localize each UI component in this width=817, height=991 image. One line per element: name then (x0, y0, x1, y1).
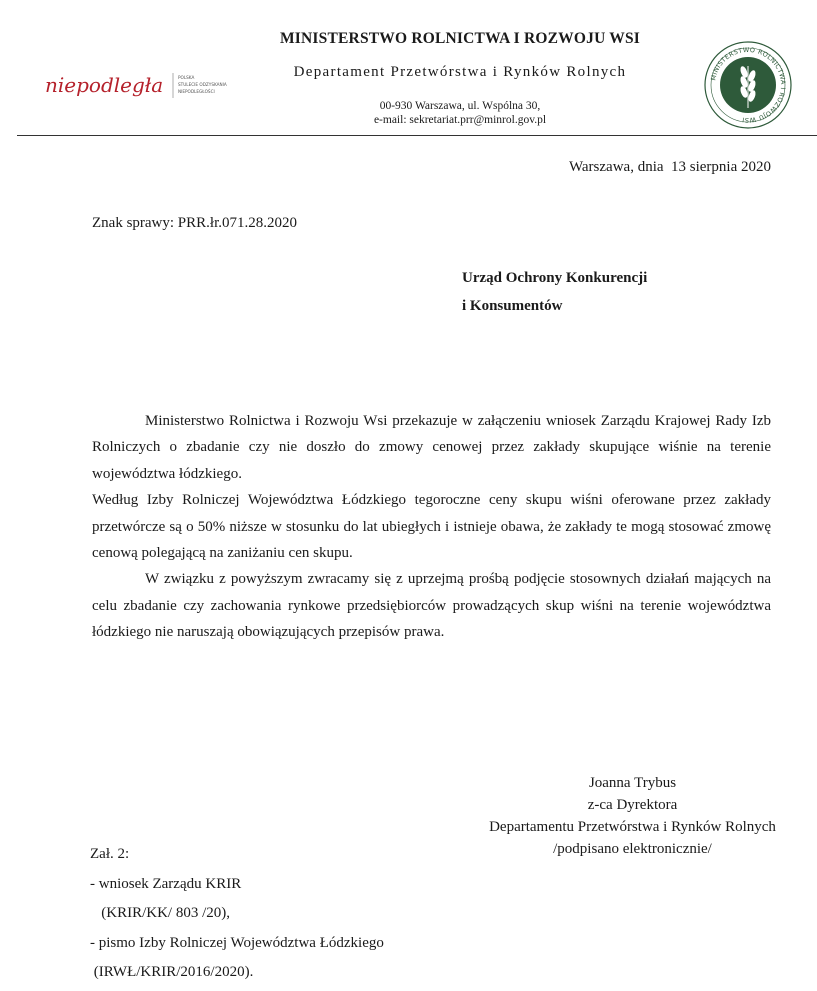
signature-block (470, 772, 795, 860)
logo-script-text: niepodległa (45, 73, 164, 97)
letter-date: Warszawa, dnia 13 sierpnia 2020 (568, 159, 771, 175)
header-divider (17, 135, 817, 136)
letter-body (92, 408, 771, 646)
body-paragraph-3: W związku z powyższym zwracamy się z uprzejmą prośbą podjęcie stosownych działań mających na celu zbadanie czy zachowania rynkowe przedsiębiorców prowadzących skup wiśni na terenie województwa łódzkiego nie naruszają obowiązujących przepisów prawa. (92, 571, 771, 641)
attachment-item-1: - wniosek Zarządu KRIR (90, 875, 242, 892)
attachments-list (90, 840, 384, 988)
department-name: Departament Przetwórstwa i Rynków Rolnych (293, 64, 627, 80)
signature-note: /podpisano elektronicznie/ (553, 841, 712, 857)
attachment-item-1-ref: (KRIR/KK/ 803 /20), (90, 905, 230, 921)
wheat-seal-icon (703, 40, 793, 130)
logo-small-line-2: STULECIE ODZYSKANIA (178, 82, 227, 87)
signatory-name: Joanna Trybus (588, 775, 677, 791)
body-paragraph-1: Ministerstwo Rolnictwa i Rozwoju Wsi przekazuje w załączeniu wniosek Zarządu Krajowej Rady Izb Rolniczych o zbadanie czy nie doszło do zmowy cenowej przez zakłady skupujące wiśnie na terenie województwa łódzkiego. (92, 413, 771, 482)
attachments-heading: Zał. 2: (90, 846, 130, 862)
logo-small-line-1: POLSKA (178, 75, 195, 80)
seal-text: MINISTERSTWO ROLNICTWA I ROZWOJU WSI (709, 45, 788, 125)
body-paragraph-2: Według Izby Rolniczej Województwa Łódzkiego tegoroczne ceny skupu wiśni oferowane przez zakłady przetwórcze są o 50% niższe w stosunku do lat ubiegłych i istnieje obawa, że zakłady te mogą stosować zmowę cenową polegającą na zaniżaniu cen skupu. (92, 492, 771, 562)
logo-small-line-3: NIEPODLEGŁOŚCI (178, 89, 215, 94)
attachment-item-2: - pismo Izby Rolniczej Województwa Łódzkiego (90, 934, 384, 951)
signatory-department: Departamentu Przetwórstwa i Rynków Rolnych (489, 819, 776, 835)
attachment-item-2-ref: (IRWŁ/KRIR/2016/2020). (90, 964, 254, 980)
email-line: e-mail: sekretariat.prr@minrol.gov.pl (373, 114, 547, 126)
addressee-line-1: Urząd Ochrony Konkurencji (462, 270, 648, 286)
addressee-line-2: i Konsumentów (462, 298, 563, 314)
case-reference: Znak sprawy: PRR.łr.071.28.2020 (92, 215, 297, 231)
signatory-title: z-ca Dyrektora (587, 797, 678, 813)
ministry-seal (703, 40, 793, 130)
address-line: 00-930 Warszawa, ul. Wspólna 30, (379, 100, 541, 112)
ministry-title: MINISTERSTWO ROLNICTWA I ROZWOJU WSI (279, 30, 641, 47)
